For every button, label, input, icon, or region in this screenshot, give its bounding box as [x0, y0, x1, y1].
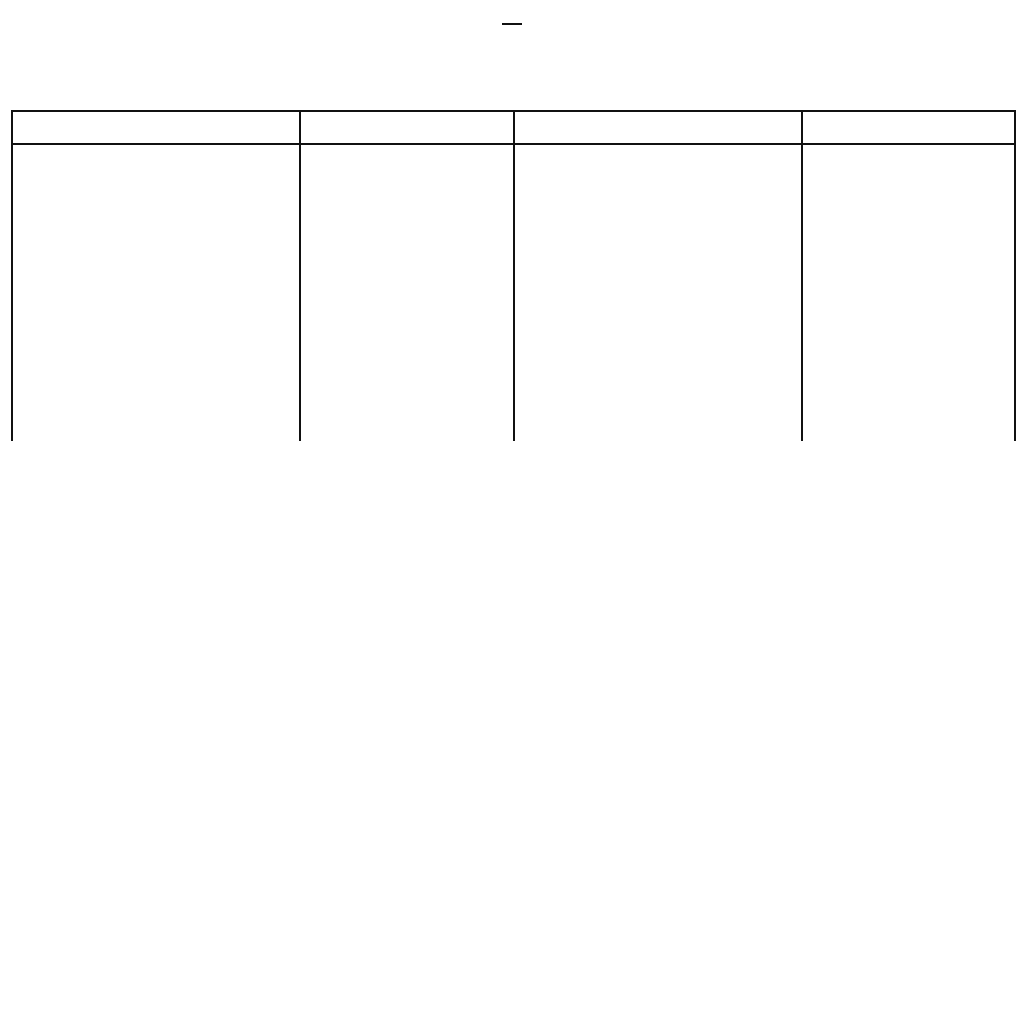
- empty-cell: [802, 144, 1015, 178]
- account-name-cell: [12, 408, 300, 441]
- amount: [802, 342, 1015, 375]
- document-title: [0, 10, 1024, 29]
- account-name-cell: [12, 211, 300, 244]
- header-item-left: [12, 111, 300, 144]
- empty-cell: [300, 144, 514, 178]
- amount: [802, 309, 1015, 342]
- amount: [802, 178, 1015, 211]
- table-row: [12, 178, 1015, 211]
- table-row: [12, 375, 1015, 408]
- account-name-cell: [12, 244, 300, 277]
- header-amount-left: [300, 111, 514, 144]
- account-name-cell: [12, 342, 300, 375]
- table-row: [12, 277, 1015, 310]
- category-heading: [514, 178, 802, 211]
- amount: [300, 178, 514, 211]
- account-name-cell: [12, 309, 300, 342]
- account-name-cell: [514, 244, 802, 277]
- account-name-cell: [514, 408, 802, 441]
- amount: [802, 211, 1015, 244]
- category-heading: [12, 178, 300, 211]
- table-row: [12, 144, 1015, 178]
- account-name-cell: [514, 375, 802, 408]
- account-name-cell: [12, 375, 300, 408]
- section-heading: [12, 144, 300, 178]
- account-name-cell: [514, 342, 802, 375]
- table-row: [12, 244, 1015, 277]
- account-name-cell: [12, 277, 300, 310]
- amount: [300, 211, 514, 244]
- amount: [300, 309, 514, 342]
- amount: [802, 408, 1015, 441]
- amount: [300, 408, 514, 441]
- account-name-cell: [514, 309, 802, 342]
- table-row: [12, 408, 1015, 441]
- header-amount-right: [802, 111, 1015, 144]
- amount: [802, 244, 1015, 277]
- table-row: [12, 309, 1015, 342]
- amount: [300, 375, 514, 408]
- amount: [802, 375, 1015, 408]
- section-heading: [514, 144, 802, 178]
- amount: [300, 277, 514, 310]
- account-name-cell: [514, 211, 802, 244]
- account-name-cell: [514, 277, 802, 310]
- amount: [300, 342, 514, 375]
- header-row: [12, 111, 1015, 144]
- table-row: [12, 342, 1015, 375]
- table-row: [12, 211, 1015, 244]
- balance-sheet-table: [11, 110, 1016, 441]
- header-item-right: [514, 111, 802, 144]
- amount: [300, 244, 514, 277]
- amount: [802, 277, 1015, 310]
